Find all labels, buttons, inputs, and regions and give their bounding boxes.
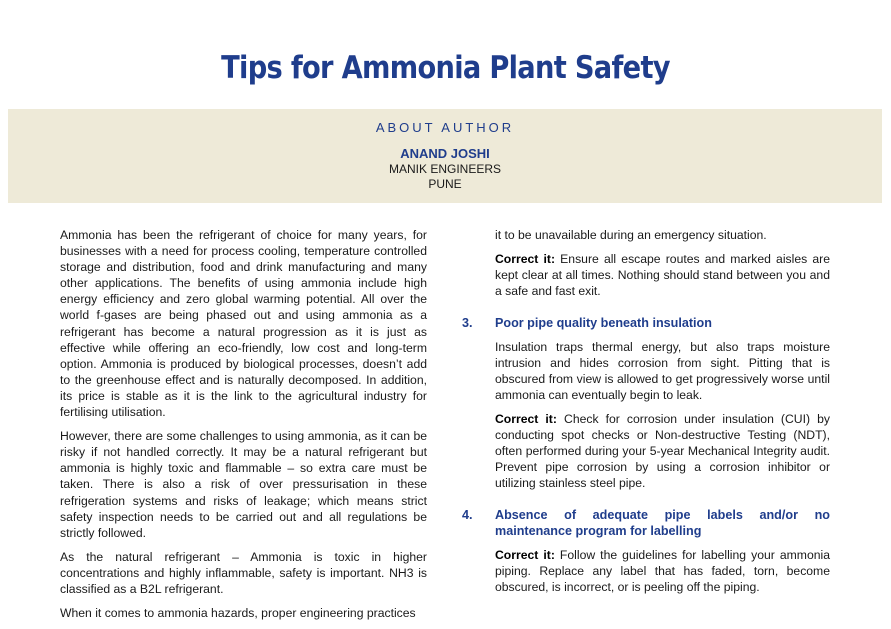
author-city: PUNE bbox=[428, 177, 462, 191]
refrigerant-paragraph: As the natural refrigerant – Ammonia is toxic in higher concentrations and highly inflammable, safety is important. NH3 is classified as a B2L refrigerant. bbox=[60, 549, 427, 596]
correct-it-label: Correct it: bbox=[495, 252, 556, 266]
page-title: Tips for Ammonia Plant Safety bbox=[221, 50, 670, 86]
correct-it-label: Correct it: bbox=[495, 412, 557, 426]
item-3-title: Poor pipe quality beneath insulation bbox=[495, 316, 712, 330]
about-author-label: ABOUT AUTHOR bbox=[375, 120, 515, 135]
item-4-correct-it bbox=[495, 547, 830, 595]
correct-it-text: Check for corrosion under insulation (CUI) by conducting spot checks or Non-destructive Testing (NDT), often performed during your 5-year Mechanical Integrity audit. Prevent pipe corrosion by using a corrosion inhibitor or utilizing stainless steel pipe. bbox=[495, 412, 830, 491]
intro-paragraph: Ammonia has been the refrigerant of choice for many years, for businesses with a need for process cooling, temperature controlled storage and distribution, food and drink manufacturing and many other applications. The benefits of using ammonia include high energy efficiency and zero global warming potential. All over the world f-gases are being phased out and using ammonia as a refrigerant has become a natural progression as it is just as effective while offering an eco-friendly, low cost and long-term option. Ammonia is produced by biological processes, doesn’t add to the greenhouse effect and is naturally decomposed. In addition, its price is stable as it is the link to the agricultural industry for fertilising utilisation. bbox=[60, 228, 427, 420]
hazards-paragraph: When it comes to ammonia hazards, proper engineering practices bbox=[60, 606, 416, 621]
item-3-correct-it bbox=[495, 411, 830, 491]
item-4-title: Absence of adequate pipe labels and/or no maintenance program for labelling bbox=[495, 508, 830, 538]
item-3-number: 3. bbox=[462, 316, 473, 330]
author-company: MANIK ENGINEERS bbox=[388, 162, 502, 176]
correct-it-label: Correct it: bbox=[495, 548, 555, 562]
author-name: ANAND JOSHI bbox=[400, 146, 490, 161]
item-3-body: Insulation traps thermal energy, but also traps moisture intrusion and hides corrosion from sight. Pitting that is obscured from view is allowed to get progressively worse until ammonia can eventually begin to leak. bbox=[495, 340, 830, 403]
item-4-number: 4. bbox=[462, 508, 473, 522]
item-4-heading bbox=[462, 507, 830, 541]
correct-it-text: Ensure all escape routes and marked aisles are kept clear at all times. Nothing should stand between you and a safe and fast exit. bbox=[495, 252, 830, 299]
challenges-paragraph: However, there are some challenges to using ammonia, as it can be risky if not handled correctly. It may be a natural refrigerant but ammonia is highly toxic and flammable – so extra care must be taken. There is also a risk of over pressurisation in these refrigeration systems and risks of leakage; which means strict safety inspection needs to be carried out and all regulations be strictly followed. bbox=[60, 429, 427, 540]
about-author-box bbox=[8, 109, 882, 203]
left-column bbox=[60, 227, 427, 629]
continued-text: it to be unavailable during an emergency situation. bbox=[495, 228, 767, 242]
correct-it-text: Follow the guidelines for labelling your ammonia piping. Replace any label that has faded, torn, become obscured, is incorrect, or is peeling off the piping. bbox=[495, 548, 830, 595]
correct-it-escape-routes bbox=[495, 251, 830, 299]
